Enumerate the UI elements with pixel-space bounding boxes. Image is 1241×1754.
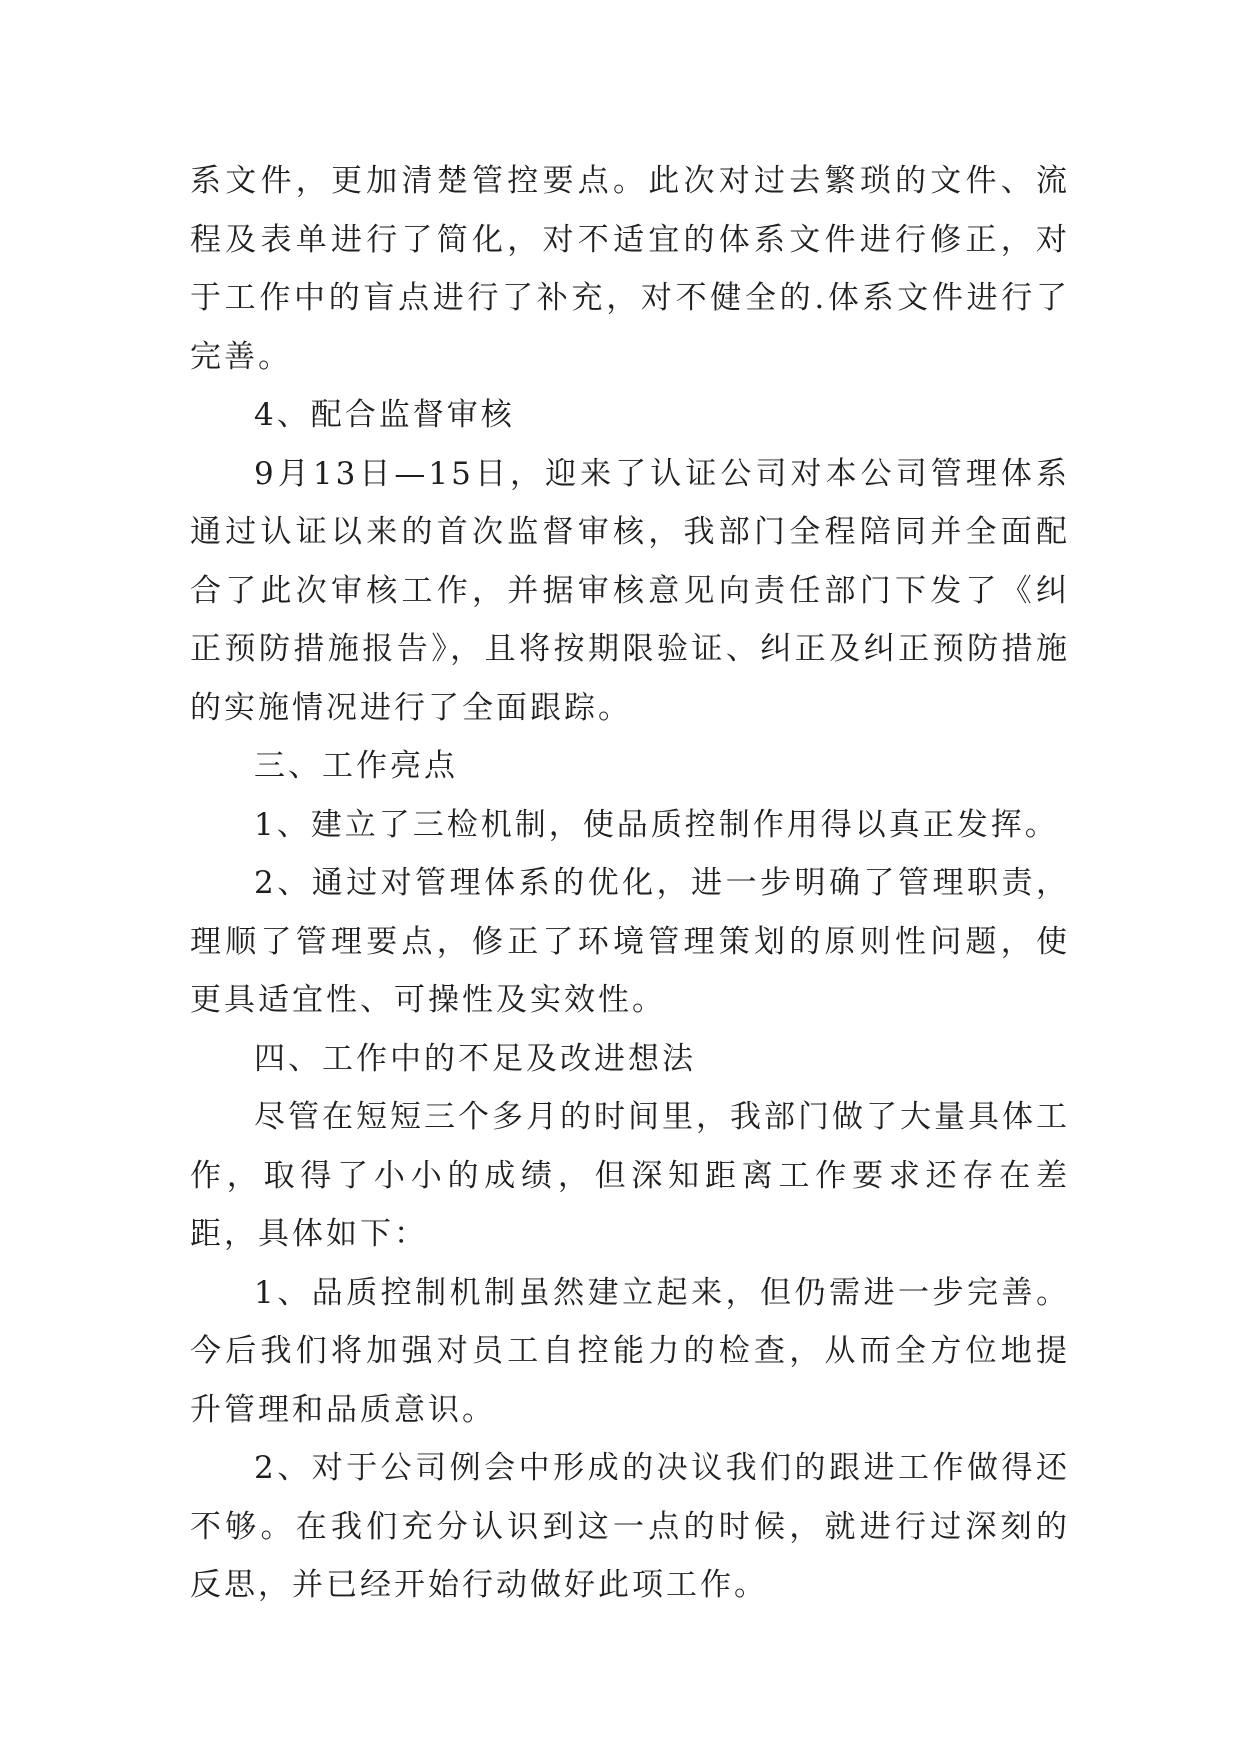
paragraph-shortcoming-1: 1、品质控制机制虽然建立起来，但仍需进一步完善。今后我们将加强对员工自控能力的检查，从而全方位地提升管理和品质意识。 <box>190 1274 1070 1428</box>
heading-cooperate-audit: 4、配合监督审核 <box>254 397 515 433</box>
paragraph-continuation: 系文件，更加清楚管控要点。此次对过去繁琐的文件、流程及表单进行了简化，对不适宜的体系文件进行修正，对于工作中的盲点进行了补充，对不健全的.体系文件进行了完善。 <box>190 163 1070 375</box>
document-body <box>190 152 1070 1615</box>
heading-work-highlights: 三、工作亮点 <box>254 748 458 784</box>
paragraph-shortcoming-2: 2、对于公司例会中形成的决议我们的跟进工作做得还不够。在我们充分认识到这一点的时候，就进行过深刻的反思，并已经开始行动做好此项工作。 <box>190 1450 1070 1603</box>
paragraph-highlight-1: 1、建立了三检机制，使品质控制作用得以真正发挥。 <box>254 806 1059 843</box>
heading-shortcomings: 四、工作中的不足及改进想法 <box>254 1040 696 1077</box>
paragraph-highlight-2: 2、通过对管理体系的优化，进一步明确了管理职责，理顺了管理要点，修正了环境管理策划的原则性问题，使更具适宜性、可操性及实效性。 <box>190 865 1070 1018</box>
paragraph-shortcomings-intro: 尽管在短短三个多月的时间里，我部门做了大量具体工作，取得了小小的成绩，但深知距离工作要求还存在差距，具体如下： <box>190 1099 1070 1252</box>
paragraph-audit-details: 9月13日—15日，迎来了认证公司对本公司管理体系通过认证以来的首次监督审核，我部门全程陪同并全面配合了此次审核工作，并据审核意见向责任部门下发了《纠正预防措施报告》，且将按期限验证、纠正及纠正预防措施的实施情况进行了全面跟踪。 <box>190 455 1070 726</box>
